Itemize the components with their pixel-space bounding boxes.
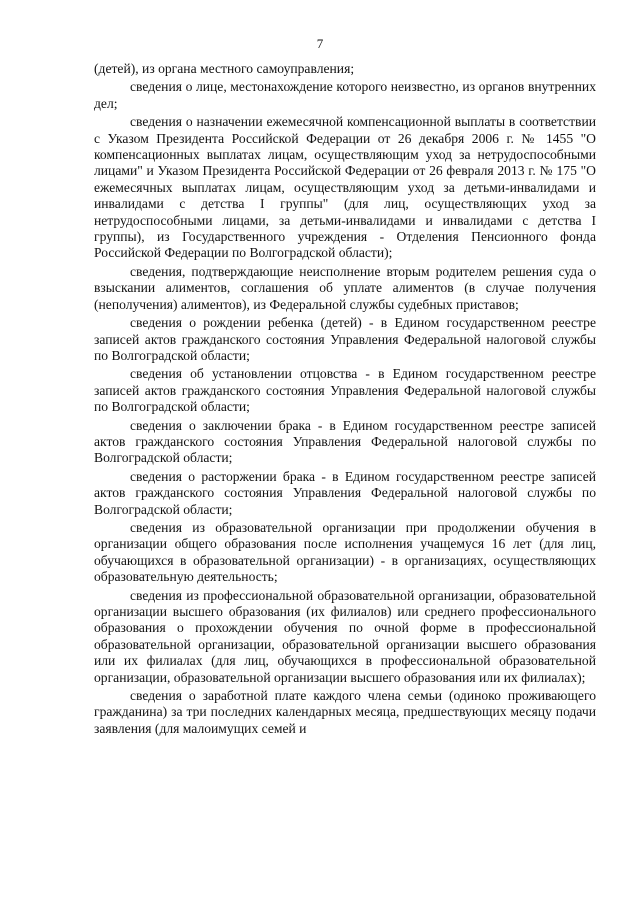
paragraph-9: сведения из образовательной организации при продолжении обучения в организации общего образования после исполнения учащемуся 16 лет (для лиц, обучающихся в образовательной организации) - в организациях, осуществляющих образовательную деятельность; [94,519,596,585]
paragraph-4: сведения, подтверждающие неисполнение вторым родителем решения суда о взыскании алиментов, соглашения об уплате алиментов (в случае получения (неполучения) алиментов), из Федеральной службы судебных приставов; [94,263,596,312]
paragraph-8: сведения о расторжении брака - в Едином государственном реестре записей актов гражданского состояния Управления Федеральной налоговой службы по Волгоградской области; [94,468,596,517]
paragraph-7: сведения о заключении брака - в Едином государственном реестре записей актов гражданского состояния Управления Федеральной налоговой службы по Волгоградской области; [94,417,596,466]
paragraph-6: сведения об установлении отцовства - в Едином государственном реестре записей актов гражданского состояния Управления Федеральной налоговой службы по Волгоградской области; [94,366,596,415]
paragraph-5: сведения о рождении ребенка (детей) - в Едином государственном реестре записей актов гражданского состояния Управления Федеральной налоговой службы по Волгоградской области; [94,315,596,363]
paragraph-10: сведения из профессиональной образовательной организации, образовательной организации высшего образования (их филиалов) или среднего профессионального образования о прохождении обучения по очной форме в профессиональной образовательной организации, образовательной организации высшего образования или их филиалах (для лиц, обучающихся в профессиональной образовательной организации, образовательной организации высшего образования или их филиалах); [94,587,596,685]
paragraph-2: сведения о лице, местонахождение которого неизвестно, из органов внутренних дел; [94,79,596,111]
paragraph-3: сведения о назначении ежемесячной компенсационной выплаты в соответствии с Указом Президента Российской Федерации от 26 декабря 2006 г. № 1455 "О компенсационных выплатах лицам, осуществляющим уход за нетрудоспособными лицами" и Указом Президента Российской Федерации от 26 февраля 2013 г. № 175 "О ежемесячных выплатах лицам, осуществляющим уход за детьми-инвалидами и инвалидами с детства I группы" (для лиц, осуществляющих уход за нетрудоспособными лицами, за детьми-инвалидами и инвалидами с детства I группы), из Государственного учреждения - Отделения Пенсионного фонда Российской Федерации по Волгоградской области); [94,114,596,261]
page-number: 7 [316,36,324,51]
paragraph-11: сведения о заработной плате каждого члена семьи (одиноко проживающего гражданина) за три последних календарных месяца, предшествующих месяцу подачи заявления (для малоимущих семей и [94,688,596,736]
paragraph-1: (детей), из органа местного самоуправления; [94,61,355,76]
document-body [94,61,596,739]
